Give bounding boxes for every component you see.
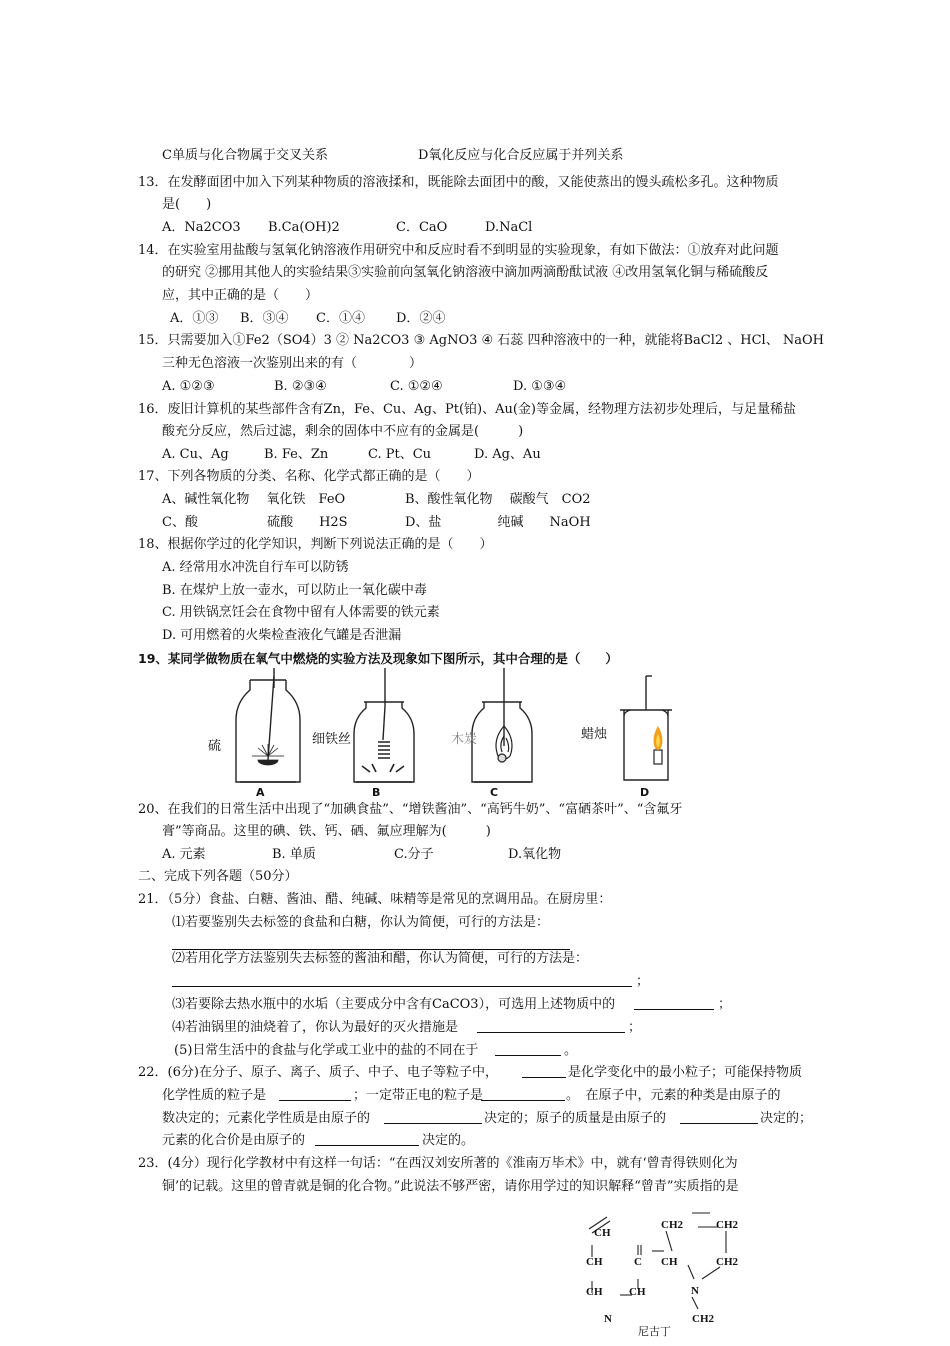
q20-stem: 20、在我们的日常生活中出现了“加碘食盐”、“增铁酱油”、“高钙牛奶”、“富硒茶叶”、“含氟牙 — [138, 802, 683, 817]
q16-option-a: A. Cu、Ag — [162, 447, 229, 462]
nicotine-atom-c: C — [634, 1256, 642, 1268]
q22-line-1a: 22．(6分)在分子、原子、离子、质子、中子、电子等粒子中， — [138, 1065, 498, 1080]
q21-part-3: ⑶若要除去热水瓶中的水垢（主要成分中含有CaCO3），可选用上述物质中的 — [172, 997, 616, 1012]
q18-option-a: A. 经常用水冲洗自行车可以防锈 — [162, 560, 349, 575]
q15-option-a: A. ①②③ — [162, 379, 215, 394]
q15-option-b: B. ②③④ — [274, 379, 327, 394]
q20-option-a: A. 元素 — [162, 847, 206, 862]
q17-stem: 17、下列各物质的分类、名称、化学式都正确的是（ ） — [138, 469, 480, 484]
q14-option-a: A．①③ — [170, 311, 219, 326]
q13-stem-2: 是( ) — [162, 197, 212, 212]
q13-option-c: C．CaO — [396, 220, 448, 235]
q16-option-c: C. Pt、Cu — [368, 447, 432, 462]
letter-a: A — [256, 786, 265, 799]
q18-option-c: C. 用铁锅烹饪会在食物中留有人体需要的铁元素 — [162, 605, 440, 620]
q17-row-1b: B、酸性氧化物 碳酸气 CO2 — [405, 492, 591, 507]
label-candle: 蜡烛 — [581, 727, 608, 742]
letter-b: B — [372, 786, 381, 799]
q23-stem-2: 铜’的记载。这里的曾青就是铜的化合物。”此说法不够严密，请你用学过的知识解释“曾青”实质指的是 — [162, 1179, 739, 1194]
nicotine-atom-ch2-4: CH2 — [692, 1313, 714, 1325]
q20-stem-2: 膏”等商品。这里的碘、铁、钙、硒、氟应理解为( ) — [162, 824, 491, 839]
q22-line-3c: 决定的； — [760, 1111, 813, 1126]
q22-line-4b: 决定的。 — [422, 1133, 475, 1148]
q22-line-1b: 是化学变化中的最小粒子；可能保持物质 — [568, 1065, 803, 1080]
q22-blank-6[interactable] — [315, 1132, 419, 1146]
q21-part-5-end: 。 — [564, 1043, 578, 1058]
label-charcoal: 木炭 — [451, 732, 478, 747]
nicotine-atom-ch-4: CH — [586, 1286, 603, 1298]
q16-option-d: D. Ag、Au — [474, 447, 541, 462]
option-c-line: C单质与化合物属于交叉关系 — [162, 148, 328, 163]
q15-option-c: C. ①②④ — [390, 379, 443, 394]
q23-stem: 23．(4分）现行化学教材中有这样一句话：“在西汉刘安所著的《淮南万毕术》中，就有‘曾青得铁则化为 — [138, 1156, 738, 1171]
nicotine-atom-ch2-1: CH2 — [661, 1219, 683, 1231]
q13-option-d: D.NaCl — [485, 220, 533, 235]
q19-stem: 19、某同学做物质在氧气中燃烧的实验方法及现象如下图所示，其中合理的是（ ） — [138, 651, 618, 666]
q13-option-a: A．Na2CO3 — [162, 220, 241, 235]
q21-part-4: ⑷若油锅里的油烧着了，你认为最好的灭火措施是 — [172, 1020, 459, 1035]
q15-stem-2: 三种无色溶液一次鉴别出来的有（ ） — [162, 356, 423, 371]
q13-stem: 13．在发酵面团中加入下列某种物质的溶液揉和，既能除去面团中的酸，又能使蒸出的馒头疏松多孔。这种物质 — [138, 175, 779, 190]
jar-d — [620, 676, 672, 780]
q18-option-d: D. 可用燃着的火柴检查液化气罐是否泄漏 — [162, 628, 402, 643]
q22-line-2a: 化学性质的粒子是 — [162, 1088, 267, 1103]
nicotine-atom-ch2-3: CH2 — [716, 1256, 738, 1268]
q14-stem-3: 应，其中正确的是（ ） — [162, 288, 319, 303]
jar-b — [354, 668, 414, 782]
label-iron-wire: 细铁丝 — [312, 732, 352, 747]
q16-stem: 16．废旧计算机的某些部件含有Zn，Fe、Cu、Ag、Pt(铂)、Au(金)等金属，经物理方法初步处理后，与足量稀盐 — [138, 402, 796, 417]
q14-stem: 14．在实验室用盐酸与氢氧化钠溶液作用研究中和反应时看不到明显的实验现象，有如下做法：①放弃对此问题 — [138, 243, 779, 258]
q16-option-b: B. Fe、Zn — [264, 447, 329, 462]
nicotine-atom-n-1: N — [691, 1285, 699, 1297]
q20-option-b: B. 单质 — [272, 847, 316, 862]
q21-part-2-end: ； — [636, 974, 650, 989]
q22-blank-1[interactable] — [522, 1064, 566, 1078]
q22-blank-4[interactable] — [384, 1110, 482, 1124]
nicotine-atom-ch2-2: CH2 — [716, 1219, 738, 1231]
q21-part-1-answer[interactable] — [172, 936, 570, 950]
q21-part-3-answer[interactable] — [634, 996, 714, 1010]
nicotine-atom-ch-2: CH — [586, 1256, 603, 1268]
q22-line-2b: ；一定带正电的粒子是 — [353, 1088, 484, 1103]
q20-option-d: D.氧化物 — [508, 847, 562, 862]
q21-part-5-answer[interactable] — [495, 1042, 561, 1056]
letter-c: C — [490, 786, 499, 799]
q21-part-4-end: ； — [628, 1020, 642, 1035]
jar-c — [472, 668, 532, 782]
q21-part-2-answer[interactable] — [172, 973, 632, 987]
q21-part-3-end: ； — [718, 997, 732, 1012]
q14-option-b: B．③④ — [240, 311, 289, 326]
q21-part-1: ⑴若要鉴别失去标签的食盐和白糖，你认为简便，可行的方法是： — [172, 915, 550, 930]
q15-stem: 15．只需要加入①Fe2（SO4）3 ② Na2CO3 ③ AgNO3 ④ 石蕊 四种溶液中的一种，就能将BaCl2 、HCl、 NaOH — [138, 333, 824, 348]
q17-row-2a: C、酸 硫酸 H2S — [162, 515, 348, 530]
q13-option-b: B.Ca(OH)2 — [268, 220, 340, 235]
combustion-figure — [200, 668, 700, 798]
option-d-line: D氧化反应与化合反应属于并列关系 — [418, 148, 624, 163]
section-2-heading: 二、完成下列各题（50分） — [138, 869, 298, 884]
nicotine-atom-ch-5: CH — [629, 1286, 646, 1298]
nicotine-atom-n-2: N — [604, 1313, 612, 1325]
q21-part-5: (5)日常生活中的食盐与化学或工业中的盐的不同在于 — [174, 1043, 479, 1058]
q22-blank-3[interactable] — [481, 1087, 565, 1101]
q22-line-4a: 元素的化合价是由原子的 — [162, 1133, 306, 1148]
q17-row-1a: A、碱性氧化物 氧化铁 FeO — [162, 492, 346, 507]
nicotine-atom-ch-1: CH — [594, 1227, 611, 1239]
q21-stem: 21．（5分）食盐、白糖、酱油、醋、纯碱、味精等是常见的烹调用品。在厨房里： — [138, 892, 612, 907]
q22-line-3a: 数决定的；元素化学性质是由原子的 — [162, 1111, 371, 1126]
q15-option-d: D. ①③④ — [513, 379, 567, 394]
sulfur-flame-icon — [252, 744, 284, 765]
q18-stem: 18、根据你学过的化学知识，判断下列说法正确的是（ ） — [138, 537, 493, 552]
label-sulfur: 硫 — [208, 739, 222, 754]
q14-option-d: D．②④ — [396, 311, 446, 326]
q17-row-2b: D、盐 纯碱 NaOH — [405, 515, 591, 530]
q22-line-3b: 决定的；原子的质量是由原子的 — [484, 1111, 667, 1126]
q21-part-4-answer[interactable] — [477, 1019, 625, 1033]
q20-option-c: C.分子 — [394, 847, 434, 862]
q22-blank-5[interactable] — [680, 1110, 758, 1124]
q14-option-c: C．①④ — [316, 311, 365, 326]
q14-stem-2: 的研究 ②挪用其他人的实验结果③实验前向氢氧化钠溶液中滴加两滴酚酞试液 ④改用氢氧化铜与稀硫酸反 — [162, 265, 769, 280]
q16-stem-2: 酸充分反应，然后过滤，剩余的固体中不应有的金属是( ) — [162, 424, 524, 439]
q18-option-b: B. 在煤炉上放一壶水，可以防止一氧化碳中毒 — [162, 583, 427, 598]
letter-d: D — [640, 786, 650, 799]
q22-blank-2[interactable] — [279, 1087, 351, 1101]
q22-line-2c: 。 在原子中，元素的种类是由原子的 — [566, 1088, 781, 1103]
q21-part-2: ⑵若用化学方法鉴别失去标签的酱油和醋，你认为简便，可行的方法是： — [172, 951, 589, 966]
candle-flame-icon — [654, 726, 663, 764]
iron-wire-coil-icon — [362, 742, 404, 772]
nicotine-caption: 尼古丁 — [638, 1325, 671, 1338]
nicotine-atom-ch-3: CH — [661, 1256, 678, 1268]
